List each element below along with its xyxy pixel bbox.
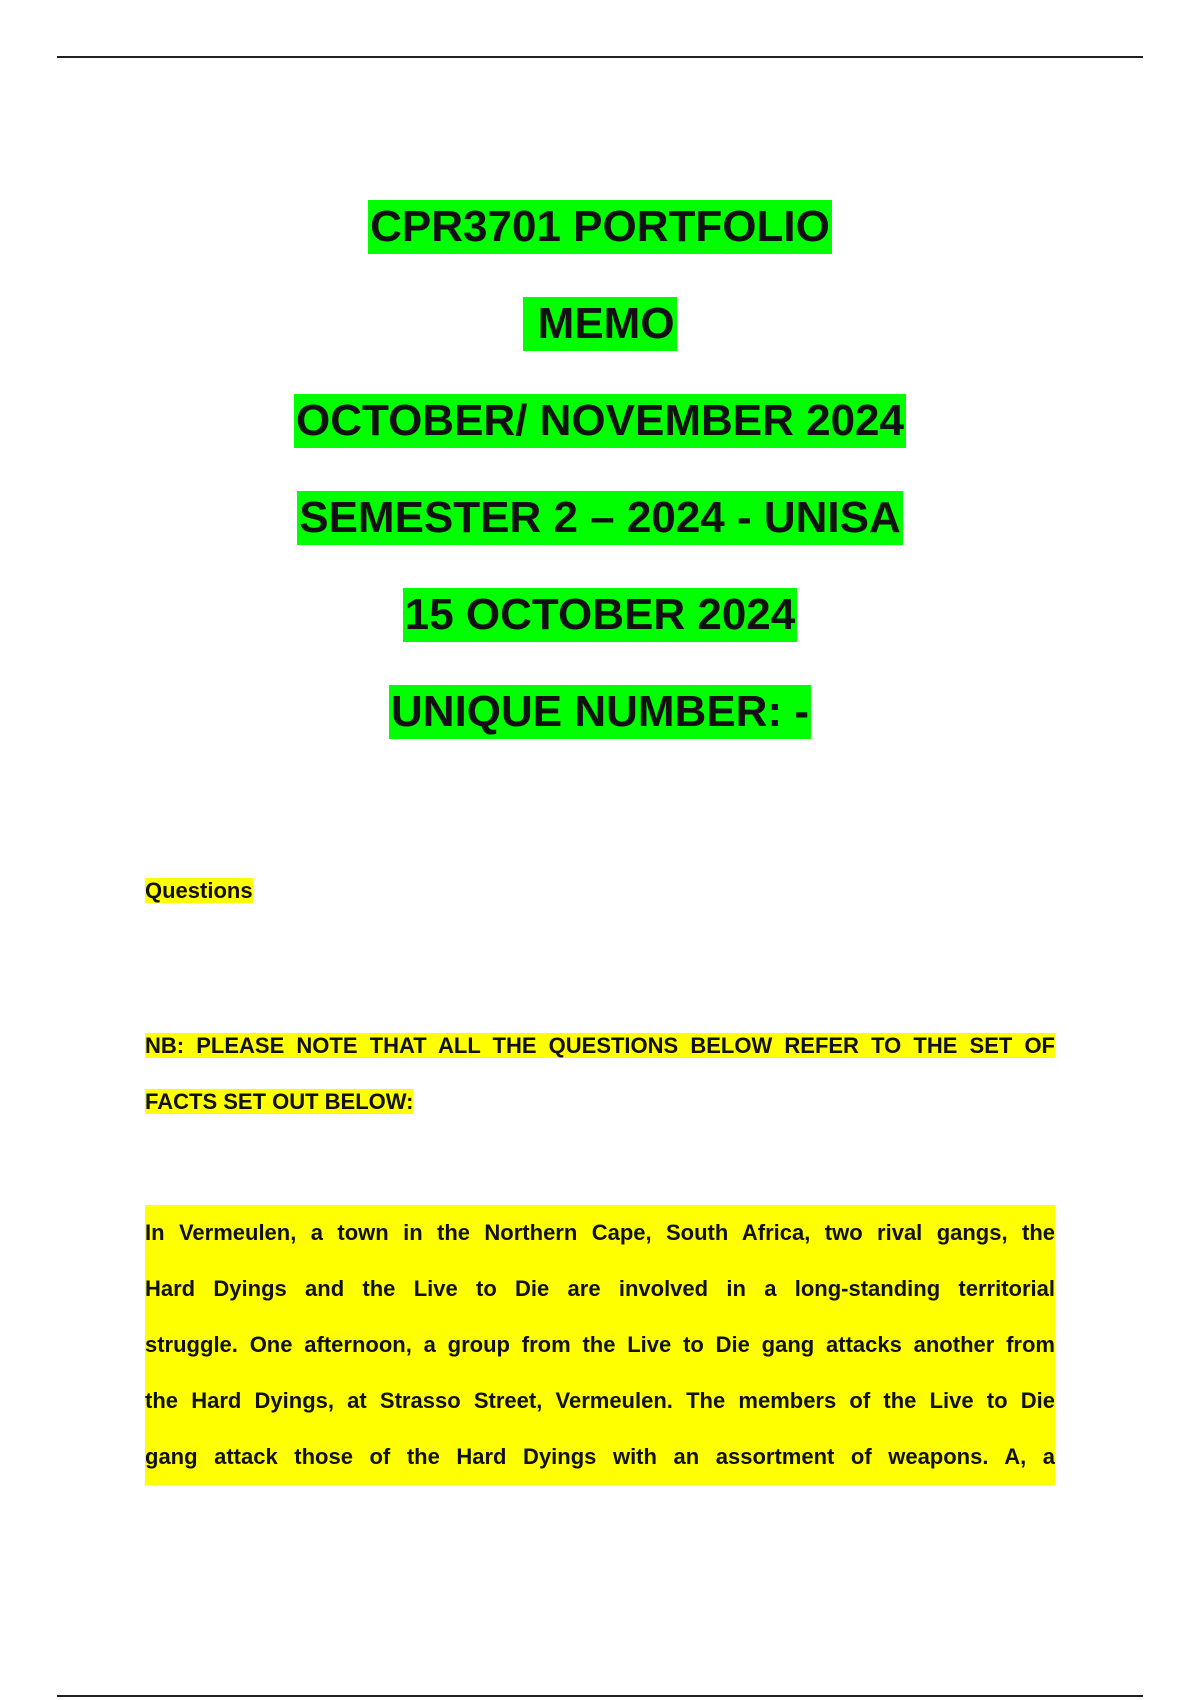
nb-line-text: FACTS SET OUT BELOW: xyxy=(145,1089,414,1114)
facts-line: gang attack those of the Hard Dyings with an assortment of weapons. A, a xyxy=(145,1429,1055,1485)
nb-line-text: NB: PLEASE NOTE THAT ALL THE QUESTIONS BELOW REFER TO THE SET OF xyxy=(145,1033,1055,1058)
facts-line: struggle. One afternoon, a group from the Live to Die gang attacks another from xyxy=(145,1317,1055,1373)
session-title: OCTOBER/ NOVEMBER 2024 xyxy=(294,394,906,448)
due-date: 15 OCTOBER 2024 xyxy=(403,588,797,642)
title-line-unique xyxy=(0,685,1200,782)
course-title: CPR3701 PORTFOLIO xyxy=(368,200,832,254)
facts-line: In Vermeulen, a town in the Northern Cape, South Africa, two rival gangs, the xyxy=(145,1205,1055,1261)
title-line-session xyxy=(0,394,1200,491)
facts-line: Hard Dyings and the Live to Die are involved in a long-standing territorial xyxy=(145,1261,1055,1317)
title-line-date xyxy=(0,588,1200,685)
memo-title: MEMO xyxy=(523,297,676,351)
title-line-semester xyxy=(0,491,1200,588)
semester-title: SEMESTER 2 – 2024 - UNISA xyxy=(297,491,903,545)
title-line-memo xyxy=(0,297,1200,394)
title-block xyxy=(0,200,1200,782)
nb-note xyxy=(145,1018,1055,1130)
nb-line xyxy=(145,1074,1055,1130)
questions-heading-block xyxy=(145,876,1055,906)
nb-line xyxy=(145,1018,1055,1074)
unique-number: UNIQUE NUMBER: - xyxy=(389,685,811,739)
title-line-course xyxy=(0,200,1200,297)
facts-paragraph xyxy=(145,1205,1055,1485)
top-rule xyxy=(57,56,1143,58)
bottom-rule xyxy=(57,1695,1143,1697)
facts-line: the Hard Dyings, at Strasso Street, Vermeulen. The members of the Live to Die xyxy=(145,1373,1055,1429)
questions-heading: Questions xyxy=(145,878,253,903)
